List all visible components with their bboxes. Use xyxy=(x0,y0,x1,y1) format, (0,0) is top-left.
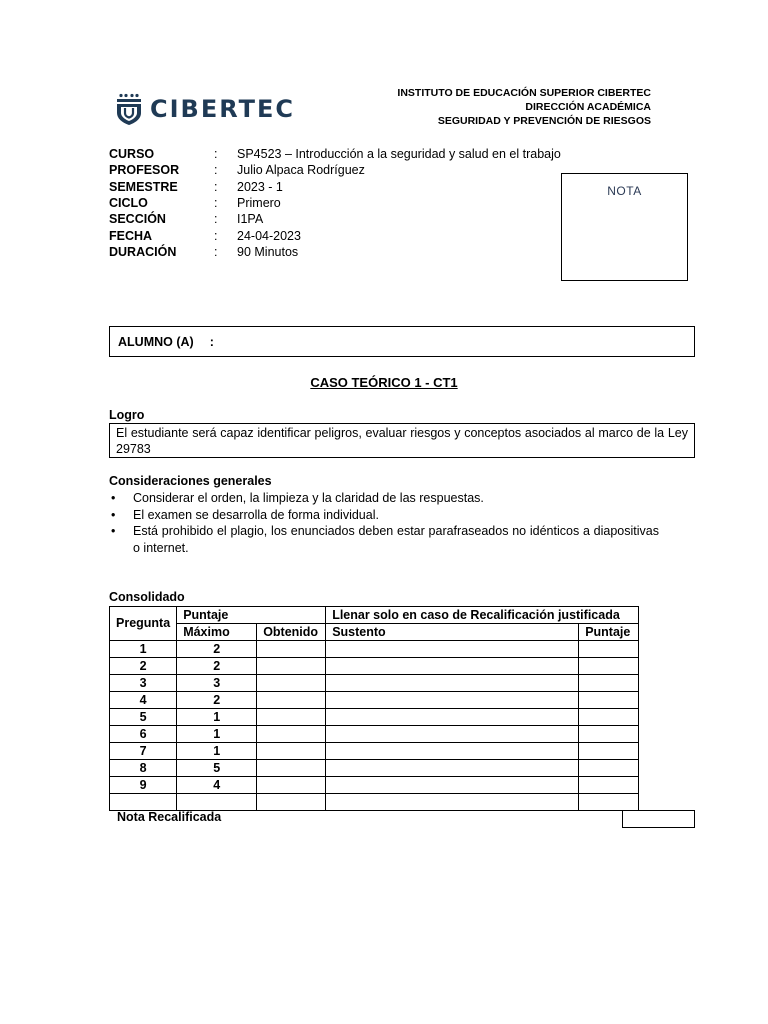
cell-sustento[interactable] xyxy=(326,658,579,675)
course-info xyxy=(109,146,561,260)
cell-maximo: 3 xyxy=(177,675,257,692)
info-row-ciclo xyxy=(109,195,561,211)
nota-label: NOTA xyxy=(607,184,642,198)
cibertec-logo xyxy=(116,93,295,125)
consideraciones-list xyxy=(109,490,659,557)
cell-maximo: 2 xyxy=(177,641,257,658)
info-key: SECCIÓN xyxy=(109,212,166,227)
info-key: PROFESOR xyxy=(109,163,180,178)
cell-maximo: 2 xyxy=(177,692,257,709)
info-value: I1PA xyxy=(237,212,264,227)
cell-obtenido[interactable] xyxy=(257,743,326,760)
cell-maximo xyxy=(177,794,257,811)
header-sustento: Sustento xyxy=(326,624,579,641)
cell-obtenido[interactable] xyxy=(257,692,326,709)
cell-puntaje[interactable] xyxy=(579,777,639,794)
table-header-row xyxy=(110,607,639,624)
cell-pregunta: 1 xyxy=(110,641,177,658)
cell-maximo: 2 xyxy=(177,658,257,675)
cell-obtenido[interactable] xyxy=(257,675,326,692)
cell-sustento[interactable] xyxy=(326,760,579,777)
cell-pregunta xyxy=(110,794,177,811)
nota-recalificada-label: Nota Recalificada xyxy=(117,810,222,824)
info-row-curso xyxy=(109,146,561,162)
info-row-semestre xyxy=(109,179,561,195)
table-subheader-row xyxy=(110,624,639,641)
cell-puntaje[interactable] xyxy=(579,726,639,743)
cell-puntaje[interactable] xyxy=(579,675,639,692)
info-key: DURACIÓN xyxy=(109,244,177,259)
cell-sustento[interactable] xyxy=(326,692,579,709)
grade-rows xyxy=(110,641,639,811)
cell-sustento[interactable] xyxy=(326,777,579,794)
cell-pregunta: 8 xyxy=(110,760,177,777)
cell-obtenido[interactable] xyxy=(257,658,326,675)
header-puntaje: Puntaje xyxy=(177,607,326,624)
info-colon: : xyxy=(214,244,218,259)
cell-sustento[interactable] xyxy=(326,794,579,811)
grades-table xyxy=(109,606,639,811)
info-row-profesor xyxy=(109,162,561,178)
table-row xyxy=(110,675,639,692)
institution-header xyxy=(397,86,651,128)
info-colon: : xyxy=(214,147,218,162)
logo-text: CIBERTEC xyxy=(150,95,296,123)
cell-maximo: 5 xyxy=(177,760,257,777)
cell-maximo: 4 xyxy=(177,777,257,794)
header-pregunta: Pregunta xyxy=(110,607,177,641)
nota-recalificada-field[interactable] xyxy=(622,810,695,828)
table-row xyxy=(110,709,639,726)
logro-text: El estudiante será capaz identificar peligros, evaluar riesgos y conceptos asociados al marco de la Ley 29783 xyxy=(109,423,695,458)
cell-maximo: 1 xyxy=(177,743,257,760)
logro-title: Logro xyxy=(109,408,145,422)
cell-puntaje[interactable] xyxy=(579,794,639,811)
cell-obtenido[interactable] xyxy=(257,726,326,743)
nota-box[interactable] xyxy=(561,173,688,281)
list-item: • Considerar el orden, la limpieza y la claridad de las respuestas. xyxy=(109,490,659,507)
info-row-duracion xyxy=(109,244,561,260)
consideraciones-title: Consideraciones generales xyxy=(109,474,272,488)
table-row xyxy=(110,658,639,675)
cell-pregunta: 4 xyxy=(110,692,177,709)
table-row xyxy=(110,641,639,658)
info-key: CURSO xyxy=(109,147,155,162)
cell-sustento[interactable] xyxy=(326,675,579,692)
cell-pregunta: 7 xyxy=(110,743,177,760)
list-item: • Está prohibido el plagio, los enunciados deben estar parafraseados no idénticos a diapositivas o internet. xyxy=(109,523,659,556)
caso-title: CASO TEÓRICO 1 - CT1 xyxy=(310,375,458,390)
direction-name: DIRECCIÓN ACADÉMICA xyxy=(525,101,651,113)
info-key: SEMESTRE xyxy=(109,179,178,194)
table-row xyxy=(110,794,639,811)
cell-obtenido[interactable] xyxy=(257,777,326,794)
cell-puntaje[interactable] xyxy=(579,709,639,726)
info-colon: : xyxy=(214,196,218,211)
cell-pregunta: 6 xyxy=(110,726,177,743)
alumno-field[interactable] xyxy=(109,326,695,357)
info-colon: : xyxy=(214,163,218,178)
course-area: SEGURIDAD Y PREVENCIÓN DE RIESGOS xyxy=(437,115,651,127)
cell-maximo: 1 xyxy=(177,709,257,726)
info-row-fecha xyxy=(109,227,561,243)
table-row xyxy=(110,726,639,743)
alumno-colon: : xyxy=(209,334,214,349)
cell-puntaje[interactable] xyxy=(579,760,639,777)
cell-maximo: 1 xyxy=(177,726,257,743)
info-value: SP4523 – Introducción a la seguridad y salud en el trabajo xyxy=(237,147,561,162)
shield-icon xyxy=(116,93,142,125)
header-maximo: Máximo xyxy=(177,624,257,641)
alumno-label: ALUMNO (A) xyxy=(118,334,194,349)
institution-name: INSTITUTO DE EDUCACIÓN SUPERIOR CIBERTEC xyxy=(397,87,651,99)
info-value: 90 Minutos xyxy=(237,244,299,259)
cell-puntaje[interactable] xyxy=(579,692,639,709)
cell-puntaje[interactable] xyxy=(579,743,639,760)
cell-obtenido[interactable] xyxy=(257,760,326,777)
consolidado-title: Consolidado xyxy=(109,590,185,604)
header-recalificacion: Llenar solo en caso de Recalificación justificada xyxy=(326,607,639,624)
info-value: Julio Alpaca Rodríguez xyxy=(237,163,365,178)
cell-pregunta: 2 xyxy=(110,658,177,675)
info-colon: : xyxy=(214,179,218,194)
header-puntaje-recal: Puntaje xyxy=(579,624,639,641)
cell-puntaje[interactable] xyxy=(579,658,639,675)
header-obtenido: Obtenido xyxy=(257,624,326,641)
info-key: CICLO xyxy=(109,196,148,211)
cell-pregunta: 5 xyxy=(110,709,177,726)
info-colon: : xyxy=(214,212,218,227)
table-row xyxy=(110,760,639,777)
info-value: 2023 - 1 xyxy=(237,179,283,194)
cell-pregunta: 3 xyxy=(110,675,177,692)
cell-puntaje[interactable] xyxy=(579,641,639,658)
cell-sustento[interactable] xyxy=(326,709,579,726)
cell-obtenido[interactable] xyxy=(257,794,326,811)
cell-sustento[interactable] xyxy=(326,641,579,658)
table-row xyxy=(110,692,639,709)
info-key: FECHA xyxy=(109,228,153,243)
info-colon: : xyxy=(214,228,218,243)
info-value: 24-04-2023 xyxy=(237,228,301,243)
cell-sustento[interactable] xyxy=(326,726,579,743)
info-value: Primero xyxy=(237,196,281,211)
cell-obtenido[interactable] xyxy=(257,641,326,658)
cell-pregunta: 9 xyxy=(110,777,177,794)
cell-obtenido[interactable] xyxy=(257,709,326,726)
table-row xyxy=(110,743,639,760)
list-item: • El examen se desarrolla de forma individual. xyxy=(109,507,659,524)
cell-sustento[interactable] xyxy=(326,743,579,760)
info-row-seccion xyxy=(109,211,561,227)
table-row xyxy=(110,777,639,794)
